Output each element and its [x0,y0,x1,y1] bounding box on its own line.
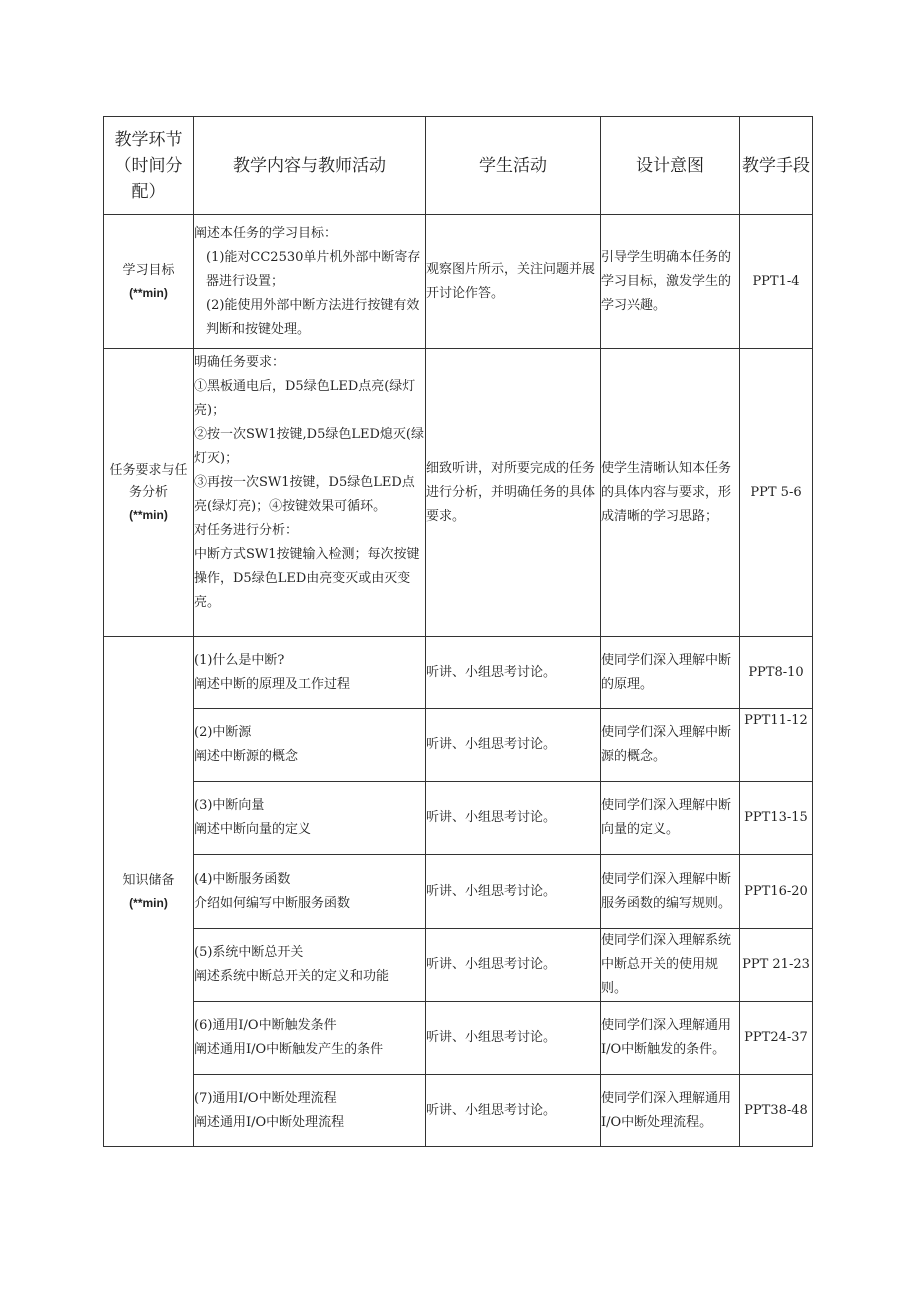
intent-cell: 引导学生明确本任务的学习目标，激发学生的学习兴趣。 [601,215,740,349]
stage-time: (**min) [129,507,168,522]
table-row [104,215,813,349]
content-line: 明确任务要求： [194,355,286,370]
student-cell: 细致听讲，对所要完成的任务进行分析，并明确任务的具体要求。 [426,349,601,637]
student-cell: 听讲、小组思考讨论。 [426,637,601,709]
item-desc: 阐述中断向量的定义 [194,822,312,837]
item-title: (4)中断服务函数 [194,871,291,887]
content-line: 对任务进行分析： [194,523,299,538]
student-cell: 听讲、小组思考讨论。 [426,1002,601,1075]
stage-time: (**min) [129,285,168,300]
header-content: 教学内容与教师活动 [194,117,426,215]
means-cell: PPT11-12 [740,709,813,782]
item-desc: 阐述中断的原理及工作过程 [194,676,351,692]
table-row [104,1075,813,1147]
content-line: 中断方式SW1按键输入检测；每次按键操作，D5绿色LED由亮变灭或由灭变亮。 [194,547,420,610]
intent-cell: 使同学们深入理解通用I/O中断处理流程。 [601,1075,740,1147]
content-line: (1)能对CC2530单片机外部中断寄存器进行设置； [206,249,421,289]
intent-cell: 使同学们深入理解中断向量的定义。 [601,782,740,855]
intent-cell: 使同学们深入理解中断源的概念。 [601,709,740,782]
stage-cell [104,215,194,349]
header-row [104,117,813,215]
student-cell: 听讲、小组思考讨论。 [426,782,601,855]
content-line: (2)能使用外部中断方法进行按键有效判断和按键处理。 [206,297,420,337]
item-desc: 阐述系统中断总开关的定义和功能 [194,969,390,984]
means-cell: PPT8-10 [740,637,813,709]
student-cell: 听讲、小组思考讨论。 [426,1075,601,1147]
content-line: 阐述本任务的学习目标： [194,225,338,241]
table-row [104,782,813,855]
means-cell: PPT1-4 [740,215,813,349]
table-row [104,855,813,929]
stage-label: 知识储备 [122,872,175,888]
lesson-plan-table [103,116,813,1147]
student-cell: 听讲、小组思考讨论。 [426,929,601,1002]
intent-cell: 使学生清晰认知本任务的具体内容与要求，形成清晰的学习思路； [601,349,740,637]
table-row [104,929,813,1002]
intent-cell: 使同学们深入理解中断的原理。 [601,637,740,709]
item-title: (1)什么是中断? [194,652,285,668]
item-desc: 阐述通用I/O中断触发产生的条件 [194,1042,384,1057]
means-cell: PPT 21-23 [740,929,813,1002]
stage-cell [104,349,194,637]
means-cell: PPT13-15 [740,782,813,855]
intent-cell: 使同学们深入理解系统中断总开关的使用规则。 [601,929,740,1002]
header-means: 教学手段 [740,117,813,215]
item-title: (2)中断源 [194,725,252,740]
content-line: ③再按一次SW1按键，D5绿色LED点亮(绿灯亮)；④按键效果可循环。 [194,475,415,514]
header-student: 学生活动 [426,117,601,215]
table-row [104,637,813,709]
student-cell: 观察图片所示，关注问题并展开讨论作答。 [426,215,601,349]
content-line: ①黑板通电后，D5绿色LED点亮(绿灯亮)； [194,379,416,418]
content-line: ②按一次SW1按键,D5绿色LED熄灭(绿灯灭)； [194,427,424,466]
content-cell [194,1075,426,1147]
content-cell [194,782,426,855]
means-cell: PPT 5-6 [740,349,813,637]
content-cell [194,1002,426,1075]
stage-time: (**min) [129,895,168,910]
table-row [104,709,813,782]
content-cell [194,709,426,782]
stage-cell [104,637,194,1147]
student-cell: 听讲、小组思考讨论。 [426,855,601,929]
item-title: (3)中断向量 [194,798,265,813]
content-cell [194,215,426,349]
header-intent: 设计意图 [601,117,740,215]
table-row [104,1002,813,1075]
item-title: (5)系统中断总开关 [194,945,304,960]
content-cell [194,855,426,929]
item-desc: 阐述通用I/O中断处理流程 [194,1114,345,1130]
content-cell [194,349,426,637]
item-title: (6)通用I/O中断触发条件 [194,1018,337,1033]
item-desc: 介绍如何编写中断服务函数 [194,895,351,911]
means-cell: PPT16-20 [740,855,813,929]
stage-label: 任务要求与任务分析 [109,462,188,500]
header-stage: 教学环节（时间分配） [104,117,194,215]
content-cell [194,929,426,1002]
means-cell: PPT38-48 [740,1075,813,1147]
item-desc: 阐述中断源的概念 [194,749,299,764]
item-title: (7)通用I/O中断处理流程 [194,1090,337,1106]
means-cell: PPT24-37 [740,1002,813,1075]
intent-cell: 使同学们深入理解通用I/O中断触发的条件。 [601,1002,740,1075]
stage-label: 学习目标 [122,262,175,278]
intent-cell: 使同学们深入理解中断服务函数的编写规则。 [601,855,740,929]
content-cell [194,637,426,709]
table-row [104,349,813,637]
student-cell: 听讲、小组思考讨论。 [426,709,601,782]
